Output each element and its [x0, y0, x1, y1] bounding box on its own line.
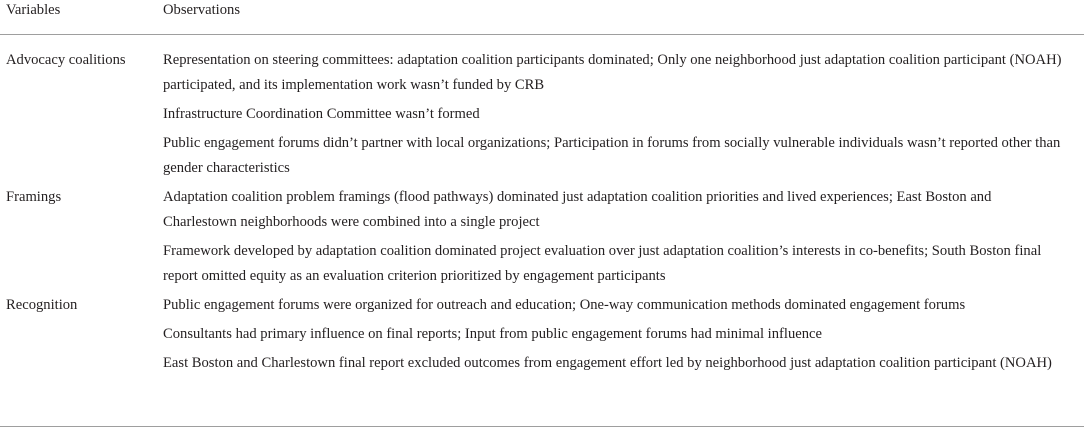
table-row-recognition — [0, 293, 1091, 376]
observations-cell — [163, 185, 1068, 289]
variable-cell: Recognition — [6, 297, 78, 313]
variable-cell: Framings — [6, 189, 62, 205]
observation-item: Representation on steering committees: adaptation coalition participants dominated; Only one neighborhood just adaptation coalition participant (NOAH) participated, and its implementation work wasn’t funded by CRB — [163, 52, 1062, 93]
observation-item: Public engagement forums didn’t partner with local organizations; Participation in forums from socially vulnerable individuals wasn’t reported other than gender characteristics — [163, 135, 1061, 176]
table-body — [0, 48, 1091, 380]
observations-cell — [163, 48, 1068, 181]
observation-item: Public engagement forums were organized for outreach and education; One-way communication methods dominated engagement forums — [163, 297, 966, 313]
observation-item: Infrastructure Coordination Committee wasn’t formed — [163, 106, 480, 122]
header-observations: Observations — [163, 2, 241, 18]
table-row-advocacy-coalitions — [0, 48, 1091, 181]
table-row-framings — [0, 185, 1091, 289]
observations-cell — [163, 293, 1068, 376]
observation-item: Framework developed by adaptation coalition dominated project evaluation over just adaptation coalition’s interests in co-benefits; South Boston final report omitted equity as an evaluation criterion prioritized by engagement participants — [163, 243, 1042, 284]
observation-item: Adaptation coalition problem framings (flood pathways) dominated just adaptation coalition priorities and lived experiences; East Boston and Charlestown neighborhoods were combined into a single project — [163, 189, 992, 230]
header-variables: Variables — [6, 2, 61, 18]
header-divider — [0, 34, 1084, 35]
table-bottom-rule — [0, 426, 1084, 427]
observation-item: East Boston and Charlestown final report excluded outcomes from engagement effort led by neighborhood just adaptation coalition participant (NOAH) — [163, 355, 1052, 371]
variable-cell: Advocacy coalitions — [6, 52, 126, 68]
table-header — [0, 0, 1091, 34]
observation-item: Consultants had primary influence on final reports; Input from public engagement forums had minimal influence — [163, 326, 822, 342]
